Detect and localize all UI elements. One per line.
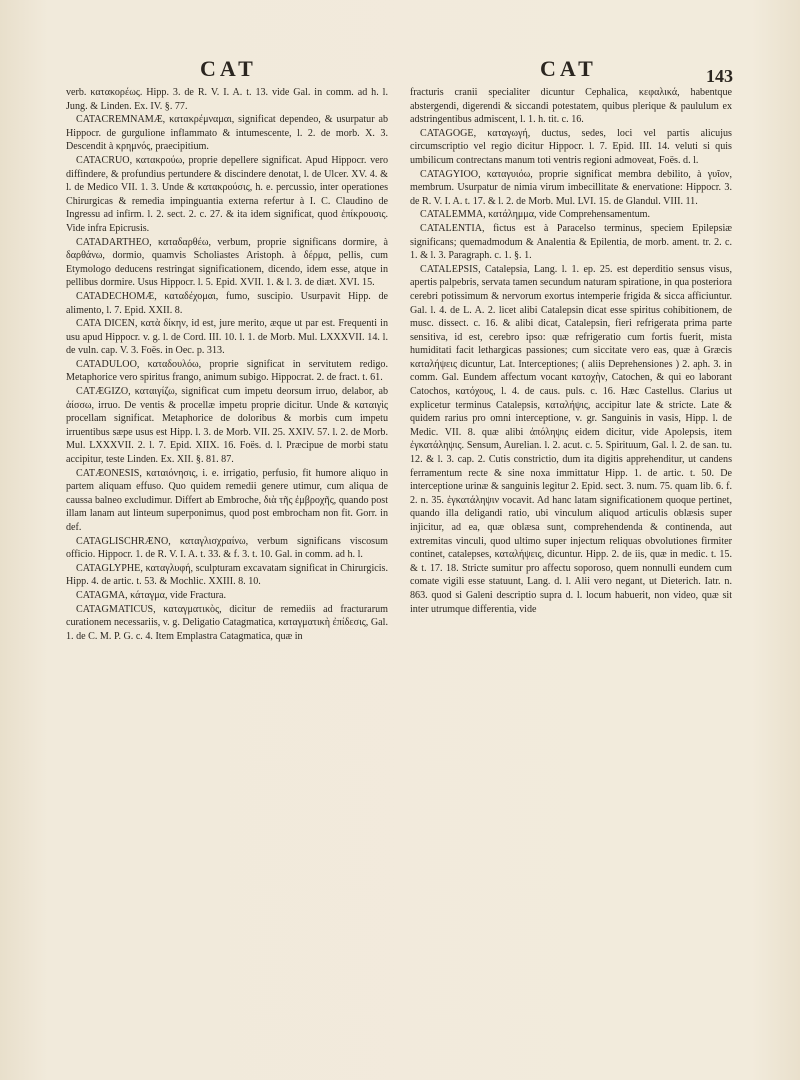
page-number: 143 xyxy=(706,66,733,86)
entry-catagyioo: CATAGYIOO, καταγυιόω, proprie significat membra debilito, à γυῖον, membrum. Usurpatur de nimia virum imbecillitate & enervatione: Hippocr. 3. de R. V. I. A. t. 17. & l. 2. de Morb. Mul. LVI. 15. de Glandul. VIII. 11. xyxy=(410,168,732,207)
entry-catadechome: CATADECHOMÆ, καταδέχομαι, fumo, suscipio. Usurpavit Hipp. de alimento, l. 7. Epid. XXII. 8. xyxy=(66,290,388,316)
running-head-left: CAT xyxy=(200,56,257,81)
entry-cataeonesis: CATÆONESIS, καταιόνησις, i. e. irrigatio, perfusio, fit humore aliquo in partem aliquam effuso. Quo quidem remedii genere utimur, cum aliqua de caussa balneo excludimur. Differt ab Embroche, διὰ τῆς ἐμβροχῆς, quando post illam lanam aut linteum superponimus, quod post embrocham non fit. Gorr. in def. xyxy=(66,467,388,533)
running-head-right: CAT xyxy=(540,56,597,81)
entry-catagoge: CATAGOGE, καταγωγή, ductus, sedes, loci vel partis alicujus circumscriptio vel regio dicitur Hippocr. l. 7. Epid. III. 14. veluti si quis umbilicum contrectans manum toti ventris regioni admoveat, Foës. d. l. xyxy=(410,127,732,166)
entry-cataduloo: CATADULOO, καταδουλόω, proprie significat in servitutem redigo. Metaphorice vero spiritus frango, animum subigo. Hippocrat. 2. de fract. t. 61. xyxy=(66,358,388,384)
entry-catacremname: CATACREMNAMÆ, κατακρέμναμαι, significat dependeo, & usurpatur ab Hippocr. de gurgulione inflammato & intumescente, l. 2. de morb. X. 3. Descendit à κρημνός, praecipitium. xyxy=(66,114,388,153)
entry-catagmaticus: CATAGMATICUS, καταγματικὸς, dicitur de remediis ad fracturarum curationem necessariis, v. g. Deligatio Catagmatica, καταγματικὴ ἐπίδεσις, Gal. 1. de C. M. P. G. c. 4. Item Emplastra Catagmatica, quæ in xyxy=(66,603,388,642)
entry-cataglyphe: CATAGLYPHE, καταγλυφή, sculpturam excavatam significat in Chirurgicis. Hipp. 4. de artic. t. 53. & Mochlic. XXIII. 8. 10. xyxy=(66,562,388,588)
entry-catadartheo: CATADARTHEO, καταδαρθέω, verbum, proprie significans dormire, à δαρθάνω, dormio, quamvis Scholiastes Aristoph. à δέρμα, pellis, cum Etymologo deducens restringat significationem, dicendo, idem esse, atque in pellibus dormire. Usus Hippocr. l. 5. Epid. XVII. 1. & l. 3. de diæt. XVI. 15. xyxy=(66,236,388,289)
entry-cataegizo: CATÆGIZO, καταιγίζω, significat cum impetu deorsum irruo, delabor, ab ἀίσσω, irruo. De ventis & procellæ impetu proprie dicitur. Unde & καταιγὶς procellam significat. Metaphorice de doloribus & morbis cum impetu irruentibus sæpe usus est Hipp. l. 3. de Morb. VII. 25. XXIV. 57. l. 2. de Morb. Mul. LXXXVII. 2. l. 7. Epid. XIIX. 16. Foës. d. l. Præcipue de morbi statu accipitur, teste Linden. Ex. XII. §. 81. 87. xyxy=(66,386,388,466)
entry-cata-dicen: CATA DICEN, κατὰ δίκην, id est, jure merito, æque ut par est. Frequenti in usu apud Hippocr. v. g. l. de Cord. III. 10. l. 1. de Morb. Mul. LXXXVII. 14. l. de vuln. cap. V. 3. Foës. in Oec. p. 313. xyxy=(66,318,388,357)
entry-catagliscraeno: CATAGLISCHRÆNO, καταγλισχραίνω, verbum significans viscosum officio. Hippocr. 1. de R. V. I. A. t. 33. & f. 3. t. 10. Gal. in comm. ad h. l. xyxy=(66,535,388,561)
entry-continuation: fracturis cranii specialiter dicuntur Cephalica, κεφαλικά, habentque abstergendi, digerendi & siccandi potestatem, quibus plerique & paululum ex adstringentibus admiscent, l. 1. h. tit. c. 16. xyxy=(410,87,732,126)
left-column xyxy=(66,86,388,1071)
entry-catalemma: CATALEMMA, κατάλημμα, vide Comprehensamentum. xyxy=(420,209,651,221)
entry-catagma: CATAGMA, κάταγμα, vide Fractura. xyxy=(76,589,227,601)
entry-continuation: verb. κατακορέως. Hipp. 3. de R. V. I. A. t. 13. vide Gal. in comm. ad h. l. Jung. & Linden. Ex. IV. §. 77. xyxy=(66,87,388,112)
right-column xyxy=(410,86,732,1071)
entry-catalentia: CATALENTIA, fictus est à Paracelso terminus, speciem Epilepsiæ significans; quemadmodum & Analentia & Epilentia, de morb. ament. tr. 2. c. 1. & l. 3. Paragraph. c. 1. §. 1. xyxy=(410,222,732,262)
entry-catalepsis: CATALEPSIS, Catalepsia, Lang. l. 1. ep. 25. est deperditio sensus visus, apertis palpebris, servata tamen secundum naturam spiratione, in qua posteriora cerebri potissimum & nervorum exortus intemperie frigida & sicca afficiuntur. Gal. l. 4. de L. A. 2. licet alibi Catalepsin dicat esse spiritus cohibitionem, de musc. dissect. c. 16. & alibi dicat, Catalepsin, fieri refrigerata prima parte sensitiva, id est, cerebro ipso: quæ refrigeratio cum fortis fuerit, mista humiditati facit lethargicas passiones; cum siccitate vero eas, quæ à Græcis καταλήψεις dicuntur, Lat. Interceptiones; ( aliis Deprehensiones ) 2. aph. 3. in comm. Gal. Eundem affectum vocant κατοχὴν, Catochen, & qui eo laborant Catochos, κατόχους, l. 4. de caus. puls. c. 16. Hæc Castellus. Clarius ut explicetur terminus Catalepsis, καταλήψις, accipitur late & stricte. Late & quidem rarius pro omni interceptione, v. gr. Sanguinis in vasis, Hipp. l. de Medic. VII. 8. quæ alibi ἀπόληψις eidem dicitur, vide Apolepsis, item ἐγκατάληψις. Sensum, Aurelian. l. 2. acut. c. 5. Spirituum, Gal. l. 2. de san. tu. 12. & l. 3. cap. 2. Cutis constrictio, dum ita digitis apprehenditur, ut candens ferramentum recte & sine noxa immittatur Hipp. 1. de artic. t. 50. De interceptione urinæ & sanguinis legitur 2. Epid. sect. 3. num. 75. quam lib. 6. f. 2. n. 35. ἐγκατάληψιν vocavit. Ad hanc latam significationem quoque pertinet, quando illa deligandi ratio, ubi vinculum aliquod articulis oblæsis super injicitur, ad ea, quæ oblæsa sunt, comprehendenda & continenda, aut extremitas vinculi, quod ultimo super injectum reliquas obvolutiones firmiter continet, catalepses, καταλήψεις, dicuntur. Hipp. 2. de iis, quæ in medic. t. 15. & t. 17. 18. Stricte sumitur pro affectu soporoso, quem nonnulli eundem cum comate vigili esse statuunt, Lang. d. l. Alii vero negant, ut Dieterich. Iatr. n. 863. quod si Galeni descriptio supra d. l. locum habuerit, non video, quæ sit inter utrumque differentia, vide xyxy=(410,263,732,615)
entry-catacruo: CATACRUO, κατακρούω, proprie depellere significat. Apud Hippocr. vero diffindere, & profundius pertundere & discindere denotat, l. de Ulcer. XV. 4. & l. de Medico VII. 1. 3. Unde & κατακρούσις, h. e. percussio, inter operationes Chirurgicas & remedia impinguantia externa refertur à I. C. Claudino de Ingressu ad infirm. l. 2. sect. 2. c. 27. & ita idem significat, quod ἐπίκρουσις. Vide infra Epicrusis. xyxy=(66,154,388,234)
